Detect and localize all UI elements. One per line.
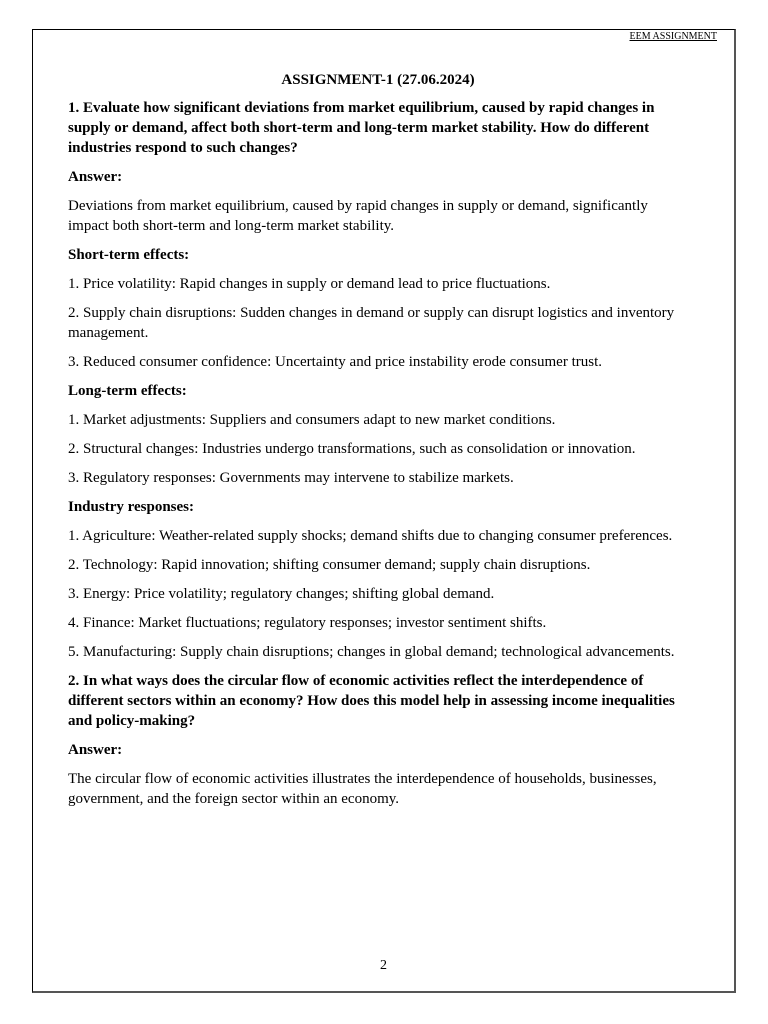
short-term-item: 2. Supply chain disruptions: Sudden changes in demand or supply can disrupt logistics and inventory management. <box>68 305 675 341</box>
industry-item: 3. Energy: Price volatility; regulatory changes; shifting global demand. <box>68 586 495 602</box>
industry-item: 5. Manufacturing: Supply chain disruptions; changes in global demand; technological advancements. <box>68 644 675 660</box>
answer-label-2: Answer: <box>68 742 123 758</box>
short-term-item: 3. Reduced consumer confidence: Uncertainty and price instability erode consumer trust. <box>68 354 602 370</box>
document-body <box>68 70 688 818</box>
long-term-item: 2. Structural changes: Industries undergo transformations, such as consolidation or innovation. <box>68 441 636 457</box>
header-label: EEM ASSIGNMENT <box>629 31 717 42</box>
answer-2-paragraph: The circular flow of economic activities illustrates the interdependence of households, businesses, government, and the foreign sector within an economy. <box>68 771 657 807</box>
long-term-heading: Long-term effects: <box>68 383 187 399</box>
assignment-title: ASSIGNMENT-1 (27.06.2024) <box>281 72 475 88</box>
question-1: 1. Evaluate how significant deviations from market equilibrium, caused by rapid changes in supply or demand, affect both short-term and long-term market stability. How do different industries respond to such changes? <box>68 100 655 156</box>
answer-label-1: Answer: <box>68 169 123 185</box>
question-2: 2. In what ways does the circular flow of economic activities reflect the interdependence of different sectors within an economy? How does this model help in assessing income inequalities and policy-making? <box>68 673 675 729</box>
page-number: 2 <box>380 958 387 973</box>
industry-heading: Industry responses: <box>68 499 194 515</box>
long-term-item: 3. Regulatory responses: Governments may intervene to stabilize markets. <box>68 470 514 486</box>
industry-item: 4. Finance: Market fluctuations; regulatory responses; investor sentiment shifts. <box>68 615 547 631</box>
industry-item: 2. Technology: Rapid innovation; shifting consumer demand; supply chain disruptions. <box>68 557 591 573</box>
intro-paragraph: Deviations from market equilibrium, caused by rapid changes in supply or demand, significantly impact both short-term and long-term market stability. <box>68 198 648 234</box>
long-term-item: 1. Market adjustments: Suppliers and consumers adapt to new market conditions. <box>68 412 556 428</box>
short-term-item: 1. Price volatility: Rapid changes in supply or demand lead to price fluctuations. <box>68 276 551 292</box>
industry-item: 1. Agriculture: Weather-related supply shocks; demand shifts due to changing consumer preferences. <box>68 528 673 544</box>
short-term-heading: Short-term effects: <box>68 247 190 263</box>
